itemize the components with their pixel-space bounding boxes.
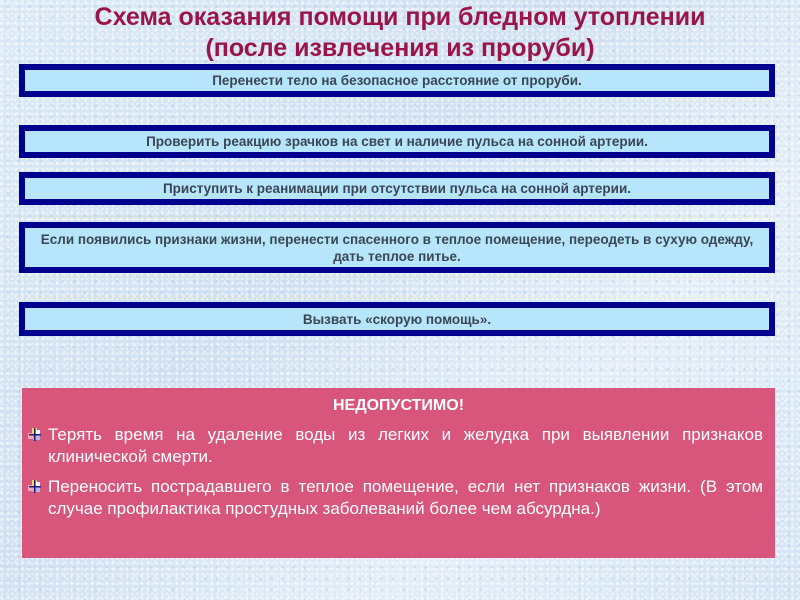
colored-square-bullet-icon — [28, 428, 41, 441]
warning-item — [48, 476, 763, 520]
title-line-1: Схема оказания помощи при бледном утоплении — [94, 3, 706, 31]
step-text: Перенести тело на безопасное расстояние от проруби. — [212, 73, 582, 88]
step-box-4 — [19, 222, 775, 273]
step-text: Приступить к реанимации при отсутствии пульса на сонной артерии. — [162, 181, 632, 196]
page-title — [0, 2, 800, 64]
warning-item-text: Терять время на удаление воды из легких и желудка при выявлении признаков клинической смерти. — [48, 425, 763, 466]
warning-item-text: Переносить пострадавшего в теплое помещение, если нет признаков жизни. (В этом случае профилактика простудных заболеваний более чем абсурдна.) — [48, 477, 763, 518]
step-box-1 — [19, 64, 775, 97]
step-box-3 — [19, 172, 775, 205]
warning-item — [48, 424, 763, 468]
step-text: Вызвать «скорую помощь». — [302, 311, 492, 327]
colored-square-bullet-icon — [28, 480, 41, 493]
step-text: Проверить реакцию зрачков на свет и наличие пульса на сонной артерии. — [146, 134, 648, 149]
warning-box — [22, 388, 775, 558]
step-box-2 — [19, 125, 775, 158]
step-text: Если появились признаки жизни, перенести спасенного в теплое помещение, переодеть в сухую одежду, дать теплое питье. — [40, 231, 754, 264]
step-box-5 — [19, 302, 775, 336]
title-line-2: (после извлечения из проруби) — [205, 34, 595, 62]
warning-heading: НЕДОПУСТИМО! — [332, 397, 465, 414]
